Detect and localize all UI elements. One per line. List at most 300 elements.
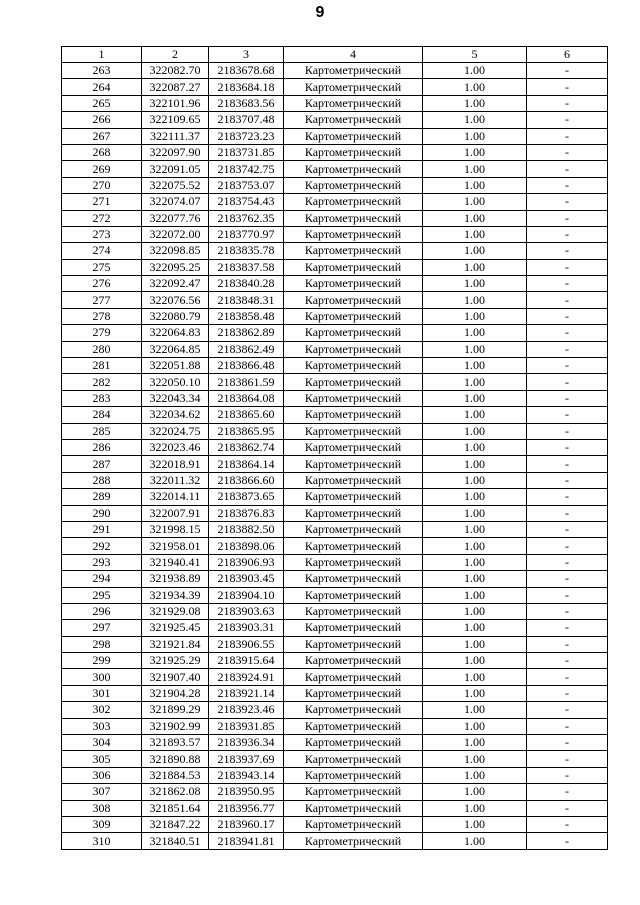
table-row	[62, 767, 608, 783]
point-number-cell: 303	[62, 718, 142, 734]
point-number-cell: 267	[62, 128, 142, 144]
method-cell: Картометрический	[284, 538, 423, 554]
table-row	[62, 112, 608, 128]
note-cell: -	[527, 390, 608, 406]
point-number-cell: 273	[62, 226, 142, 242]
note-cell: -	[527, 472, 608, 488]
accuracy-cell: 1.00	[423, 243, 527, 259]
table-row	[62, 161, 608, 177]
accuracy-cell: 1.00	[423, 800, 527, 816]
y-coordinate-cell: 2183866.60	[209, 472, 284, 488]
note-cell: -	[527, 620, 608, 636]
y-coordinate-cell: 2183937.69	[209, 751, 284, 767]
x-coordinate-cell: 321934.39	[142, 587, 209, 603]
method-cell: Картометрический	[284, 407, 423, 423]
point-number-cell: 272	[62, 210, 142, 226]
table-row	[62, 587, 608, 603]
x-coordinate-cell: 322092.47	[142, 276, 209, 292]
table-row	[62, 374, 608, 390]
note-cell: -	[527, 489, 608, 505]
column-header: 1	[62, 47, 142, 63]
accuracy-cell: 1.00	[423, 292, 527, 308]
x-coordinate-cell: 322109.65	[142, 112, 209, 128]
column-header: 5	[423, 47, 527, 63]
method-cell: Картометрический	[284, 423, 423, 439]
point-number-cell: 271	[62, 194, 142, 210]
method-cell: Картометрический	[284, 571, 423, 587]
point-number-cell: 296	[62, 603, 142, 619]
y-coordinate-cell: 2183684.18	[209, 79, 284, 95]
y-coordinate-cell: 2183753.07	[209, 177, 284, 193]
note-cell: -	[527, 587, 608, 603]
note-cell: -	[527, 784, 608, 800]
x-coordinate-cell: 322091.05	[142, 161, 209, 177]
table-row	[62, 653, 608, 669]
x-coordinate-cell: 322074.07	[142, 194, 209, 210]
accuracy-cell: 1.00	[423, 95, 527, 111]
x-coordinate-cell: 321925.45	[142, 620, 209, 636]
note-cell: -	[527, 259, 608, 275]
y-coordinate-cell: 2183903.31	[209, 620, 284, 636]
y-coordinate-cell: 2183840.28	[209, 276, 284, 292]
method-cell: Картометрический	[284, 243, 423, 259]
note-cell: -	[527, 79, 608, 95]
table-row	[62, 505, 608, 521]
note-cell: -	[527, 243, 608, 259]
table-header	[62, 47, 608, 63]
note-cell: -	[527, 816, 608, 832]
coordinates-table	[61, 46, 608, 850]
point-number-cell: 284	[62, 407, 142, 423]
table-row	[62, 95, 608, 111]
table-row	[62, 603, 608, 619]
table-row	[62, 521, 608, 537]
point-number-cell: 268	[62, 144, 142, 160]
y-coordinate-cell: 2183707.48	[209, 112, 284, 128]
table-row	[62, 620, 608, 636]
note-cell: -	[527, 439, 608, 455]
point-number-cell: 280	[62, 341, 142, 357]
column-header: 2	[142, 47, 209, 63]
accuracy-cell: 1.00	[423, 112, 527, 128]
y-coordinate-cell: 2183903.45	[209, 571, 284, 587]
method-cell: Картометрический	[284, 800, 423, 816]
table-row	[62, 144, 608, 160]
table-row	[62, 833, 608, 849]
x-coordinate-cell: 322034.62	[142, 407, 209, 423]
y-coordinate-cell: 2183873.65	[209, 489, 284, 505]
x-coordinate-cell: 322097.90	[142, 144, 209, 160]
accuracy-cell: 1.00	[423, 210, 527, 226]
method-cell: Картометрический	[284, 292, 423, 308]
y-coordinate-cell: 2183754.43	[209, 194, 284, 210]
x-coordinate-cell: 321847.22	[142, 816, 209, 832]
y-coordinate-cell: 2183683.56	[209, 95, 284, 111]
point-number-cell: 304	[62, 735, 142, 751]
y-coordinate-cell: 2183950.95	[209, 784, 284, 800]
accuracy-cell: 1.00	[423, 784, 527, 800]
point-number-cell: 310	[62, 833, 142, 849]
accuracy-cell: 1.00	[423, 472, 527, 488]
note-cell: -	[527, 358, 608, 374]
note-cell: -	[527, 194, 608, 210]
note-cell: -	[527, 128, 608, 144]
y-coordinate-cell: 2183960.17	[209, 816, 284, 832]
point-number-cell: 275	[62, 259, 142, 275]
x-coordinate-cell: 322011.32	[142, 472, 209, 488]
accuracy-cell: 1.00	[423, 538, 527, 554]
accuracy-cell: 1.00	[423, 456, 527, 472]
note-cell: -	[527, 144, 608, 160]
y-coordinate-cell: 2183864.08	[209, 390, 284, 406]
y-coordinate-cell: 2183731.85	[209, 144, 284, 160]
table-row	[62, 554, 608, 570]
y-coordinate-cell: 2183865.95	[209, 423, 284, 439]
table-row	[62, 128, 608, 144]
table-row	[62, 685, 608, 701]
method-cell: Картометрический	[284, 816, 423, 832]
table-body	[62, 63, 608, 850]
note-cell: -	[527, 521, 608, 537]
method-cell: Картометрический	[284, 620, 423, 636]
point-number-cell: 266	[62, 112, 142, 128]
x-coordinate-cell: 321890.88	[142, 751, 209, 767]
accuracy-cell: 1.00	[423, 505, 527, 521]
method-cell: Картометрический	[284, 112, 423, 128]
x-coordinate-cell: 322080.79	[142, 308, 209, 324]
page-number: 9	[315, 4, 325, 21]
x-coordinate-cell: 322018.91	[142, 456, 209, 472]
table-row	[62, 177, 608, 193]
column-header: 6	[527, 47, 608, 63]
point-number-cell: 269	[62, 161, 142, 177]
table-row	[62, 194, 608, 210]
point-number-cell: 297	[62, 620, 142, 636]
y-coordinate-cell: 2183837.58	[209, 259, 284, 275]
y-coordinate-cell: 2183723.23	[209, 128, 284, 144]
x-coordinate-cell: 322072.00	[142, 226, 209, 242]
y-coordinate-cell: 2183906.55	[209, 636, 284, 652]
point-number-cell: 295	[62, 587, 142, 603]
accuracy-cell: 1.00	[423, 177, 527, 193]
y-coordinate-cell: 2183862.74	[209, 439, 284, 455]
note-cell: -	[527, 538, 608, 554]
point-number-cell: 283	[62, 390, 142, 406]
x-coordinate-cell: 322024.75	[142, 423, 209, 439]
point-number-cell: 279	[62, 325, 142, 341]
accuracy-cell: 1.00	[423, 669, 527, 685]
method-cell: Картометрический	[284, 128, 423, 144]
method-cell: Картометрический	[284, 505, 423, 521]
accuracy-cell: 1.00	[423, 423, 527, 439]
x-coordinate-cell: 322064.83	[142, 325, 209, 341]
y-coordinate-cell: 2183861.59	[209, 374, 284, 390]
table-row	[62, 718, 608, 734]
method-cell: Картометрический	[284, 194, 423, 210]
point-number-cell: 278	[62, 308, 142, 324]
point-number-cell: 309	[62, 816, 142, 832]
x-coordinate-cell: 322098.85	[142, 243, 209, 259]
x-coordinate-cell: 321907.40	[142, 669, 209, 685]
note-cell: -	[527, 505, 608, 521]
table-row	[62, 472, 608, 488]
x-coordinate-cell: 322014.11	[142, 489, 209, 505]
method-cell: Картометрический	[284, 177, 423, 193]
table-row	[62, 407, 608, 423]
point-number-cell: 293	[62, 554, 142, 570]
y-coordinate-cell: 2183921.14	[209, 685, 284, 701]
method-cell: Картометрический	[284, 95, 423, 111]
method-cell: Картометрический	[284, 702, 423, 718]
point-number-cell: 286	[62, 439, 142, 455]
accuracy-cell: 1.00	[423, 751, 527, 767]
accuracy-cell: 1.00	[423, 702, 527, 718]
table-row	[62, 341, 608, 357]
x-coordinate-cell: 322075.52	[142, 177, 209, 193]
x-coordinate-cell: 321840.51	[142, 833, 209, 849]
y-coordinate-cell: 2183835.78	[209, 243, 284, 259]
x-coordinate-cell: 321851.64	[142, 800, 209, 816]
x-coordinate-cell: 321921.84	[142, 636, 209, 652]
x-coordinate-cell: 321902.99	[142, 718, 209, 734]
y-coordinate-cell: 2183906.93	[209, 554, 284, 570]
x-coordinate-cell: 321904.28	[142, 685, 209, 701]
accuracy-cell: 1.00	[423, 128, 527, 144]
point-number-cell: 307	[62, 784, 142, 800]
x-coordinate-cell: 321958.01	[142, 538, 209, 554]
x-coordinate-cell: 321929.08	[142, 603, 209, 619]
y-coordinate-cell: 2183923.46	[209, 702, 284, 718]
accuracy-cell: 1.00	[423, 63, 527, 79]
accuracy-cell: 1.00	[423, 718, 527, 734]
accuracy-cell: 1.00	[423, 439, 527, 455]
accuracy-cell: 1.00	[423, 833, 527, 849]
method-cell: Картометрический	[284, 751, 423, 767]
accuracy-cell: 1.00	[423, 685, 527, 701]
y-coordinate-cell: 2183866.48	[209, 358, 284, 374]
x-coordinate-cell: 321884.53	[142, 767, 209, 783]
accuracy-cell: 1.00	[423, 226, 527, 242]
accuracy-cell: 1.00	[423, 653, 527, 669]
x-coordinate-cell: 322101.96	[142, 95, 209, 111]
accuracy-cell: 1.00	[423, 161, 527, 177]
note-cell: -	[527, 308, 608, 324]
note-cell: -	[527, 63, 608, 79]
table-row	[62, 79, 608, 95]
note-cell: -	[527, 767, 608, 783]
method-cell: Картометрический	[284, 685, 423, 701]
y-coordinate-cell: 2183924.91	[209, 669, 284, 685]
table-row	[62, 292, 608, 308]
method-cell: Картометрический	[284, 521, 423, 537]
point-number-cell: 263	[62, 63, 142, 79]
note-cell: -	[527, 292, 608, 308]
method-cell: Картометрический	[284, 210, 423, 226]
accuracy-cell: 1.00	[423, 308, 527, 324]
column-header: 4	[284, 47, 423, 63]
table-row	[62, 325, 608, 341]
y-coordinate-cell: 2183865.60	[209, 407, 284, 423]
accuracy-cell: 1.00	[423, 489, 527, 505]
note-cell: -	[527, 669, 608, 685]
method-cell: Картометрический	[284, 718, 423, 734]
point-number-cell: 306	[62, 767, 142, 783]
x-coordinate-cell: 322064.85	[142, 341, 209, 357]
column-header: 3	[209, 47, 284, 63]
note-cell: -	[527, 276, 608, 292]
table-row	[62, 489, 608, 505]
note-cell: -	[527, 325, 608, 341]
table-row	[62, 308, 608, 324]
x-coordinate-cell: 322023.46	[142, 439, 209, 455]
accuracy-cell: 1.00	[423, 390, 527, 406]
method-cell: Картометрический	[284, 374, 423, 390]
point-number-cell: 294	[62, 571, 142, 587]
method-cell: Картометрический	[284, 341, 423, 357]
x-coordinate-cell: 322077.76	[142, 210, 209, 226]
table-row	[62, 276, 608, 292]
x-coordinate-cell: 321893.57	[142, 735, 209, 751]
accuracy-cell: 1.00	[423, 816, 527, 832]
note-cell: -	[527, 718, 608, 734]
point-number-cell: 305	[62, 751, 142, 767]
method-cell: Картометрический	[284, 653, 423, 669]
y-coordinate-cell: 2183898.06	[209, 538, 284, 554]
header-row	[62, 47, 608, 63]
accuracy-cell: 1.00	[423, 636, 527, 652]
y-coordinate-cell: 2183936.34	[209, 735, 284, 751]
note-cell: -	[527, 423, 608, 439]
x-coordinate-cell: 322082.70	[142, 63, 209, 79]
y-coordinate-cell: 2183742.75	[209, 161, 284, 177]
y-coordinate-cell: 2183862.89	[209, 325, 284, 341]
x-coordinate-cell: 322111.37	[142, 128, 209, 144]
x-coordinate-cell: 321938.89	[142, 571, 209, 587]
method-cell: Картометрический	[284, 63, 423, 79]
accuracy-cell: 1.00	[423, 603, 527, 619]
point-number-cell: 276	[62, 276, 142, 292]
accuracy-cell: 1.00	[423, 571, 527, 587]
method-cell: Картометрический	[284, 358, 423, 374]
accuracy-cell: 1.00	[423, 358, 527, 374]
table-row	[62, 538, 608, 554]
accuracy-cell: 1.00	[423, 325, 527, 341]
table-row	[62, 669, 608, 685]
x-coordinate-cell: 321862.08	[142, 784, 209, 800]
x-coordinate-cell: 322050.10	[142, 374, 209, 390]
accuracy-cell: 1.00	[423, 587, 527, 603]
note-cell: -	[527, 161, 608, 177]
point-number-cell: 291	[62, 521, 142, 537]
accuracy-cell: 1.00	[423, 407, 527, 423]
table-row	[62, 816, 608, 832]
table-row	[62, 358, 608, 374]
note-cell: -	[527, 685, 608, 701]
accuracy-cell: 1.00	[423, 620, 527, 636]
method-cell: Картометрический	[284, 276, 423, 292]
table-row	[62, 63, 608, 79]
y-coordinate-cell: 2183904.10	[209, 587, 284, 603]
method-cell: Картометрический	[284, 161, 423, 177]
note-cell: -	[527, 112, 608, 128]
point-number-cell: 299	[62, 653, 142, 669]
method-cell: Картометрический	[284, 439, 423, 455]
x-coordinate-cell: 321940.41	[142, 554, 209, 570]
table-row	[62, 210, 608, 226]
table-row	[62, 243, 608, 259]
y-coordinate-cell: 2183931.85	[209, 718, 284, 734]
point-number-cell: 298	[62, 636, 142, 652]
accuracy-cell: 1.00	[423, 521, 527, 537]
note-cell: -	[527, 226, 608, 242]
note-cell: -	[527, 833, 608, 849]
table-row	[62, 456, 608, 472]
point-number-cell: 277	[62, 292, 142, 308]
note-cell: -	[527, 603, 608, 619]
table-row	[62, 702, 608, 718]
point-number-cell: 270	[62, 177, 142, 193]
note-cell: -	[527, 407, 608, 423]
y-coordinate-cell: 2183943.14	[209, 767, 284, 783]
method-cell: Картометрический	[284, 325, 423, 341]
accuracy-cell: 1.00	[423, 79, 527, 95]
x-coordinate-cell: 322095.25	[142, 259, 209, 275]
note-cell: -	[527, 702, 608, 718]
method-cell: Картометрический	[284, 472, 423, 488]
y-coordinate-cell: 2183915.64	[209, 653, 284, 669]
accuracy-cell: 1.00	[423, 341, 527, 357]
method-cell: Картометрический	[284, 79, 423, 95]
accuracy-cell: 1.00	[423, 194, 527, 210]
note-cell: -	[527, 210, 608, 226]
method-cell: Картометрический	[284, 489, 423, 505]
table-row	[62, 390, 608, 406]
method-cell: Картометрический	[284, 554, 423, 570]
note-cell: -	[527, 636, 608, 652]
point-number-cell: 264	[62, 79, 142, 95]
x-coordinate-cell: 322007.91	[142, 505, 209, 521]
note-cell: -	[527, 735, 608, 751]
point-number-cell: 285	[62, 423, 142, 439]
y-coordinate-cell: 2183848.31	[209, 292, 284, 308]
y-coordinate-cell: 2183864.14	[209, 456, 284, 472]
x-coordinate-cell: 322087.27	[142, 79, 209, 95]
method-cell: Картометрический	[284, 390, 423, 406]
x-coordinate-cell: 321998.15	[142, 521, 209, 537]
x-coordinate-cell: 322051.88	[142, 358, 209, 374]
method-cell: Картометрический	[284, 308, 423, 324]
table-row	[62, 800, 608, 816]
point-number-cell: 302	[62, 702, 142, 718]
note-cell: -	[527, 554, 608, 570]
method-cell: Картометрический	[284, 226, 423, 242]
table-row	[62, 751, 608, 767]
point-number-cell: 274	[62, 243, 142, 259]
accuracy-cell: 1.00	[423, 554, 527, 570]
method-cell: Картометрический	[284, 603, 423, 619]
point-number-cell: 281	[62, 358, 142, 374]
point-number-cell: 290	[62, 505, 142, 521]
method-cell: Картометрический	[284, 669, 423, 685]
accuracy-cell: 1.00	[423, 374, 527, 390]
y-coordinate-cell: 2183876.83	[209, 505, 284, 521]
x-coordinate-cell: 321899.29	[142, 702, 209, 718]
method-cell: Картометрический	[284, 784, 423, 800]
x-coordinate-cell: 322076.56	[142, 292, 209, 308]
method-cell: Картометрический	[284, 767, 423, 783]
x-coordinate-cell: 322043.34	[142, 390, 209, 406]
point-number-cell: 292	[62, 538, 142, 554]
